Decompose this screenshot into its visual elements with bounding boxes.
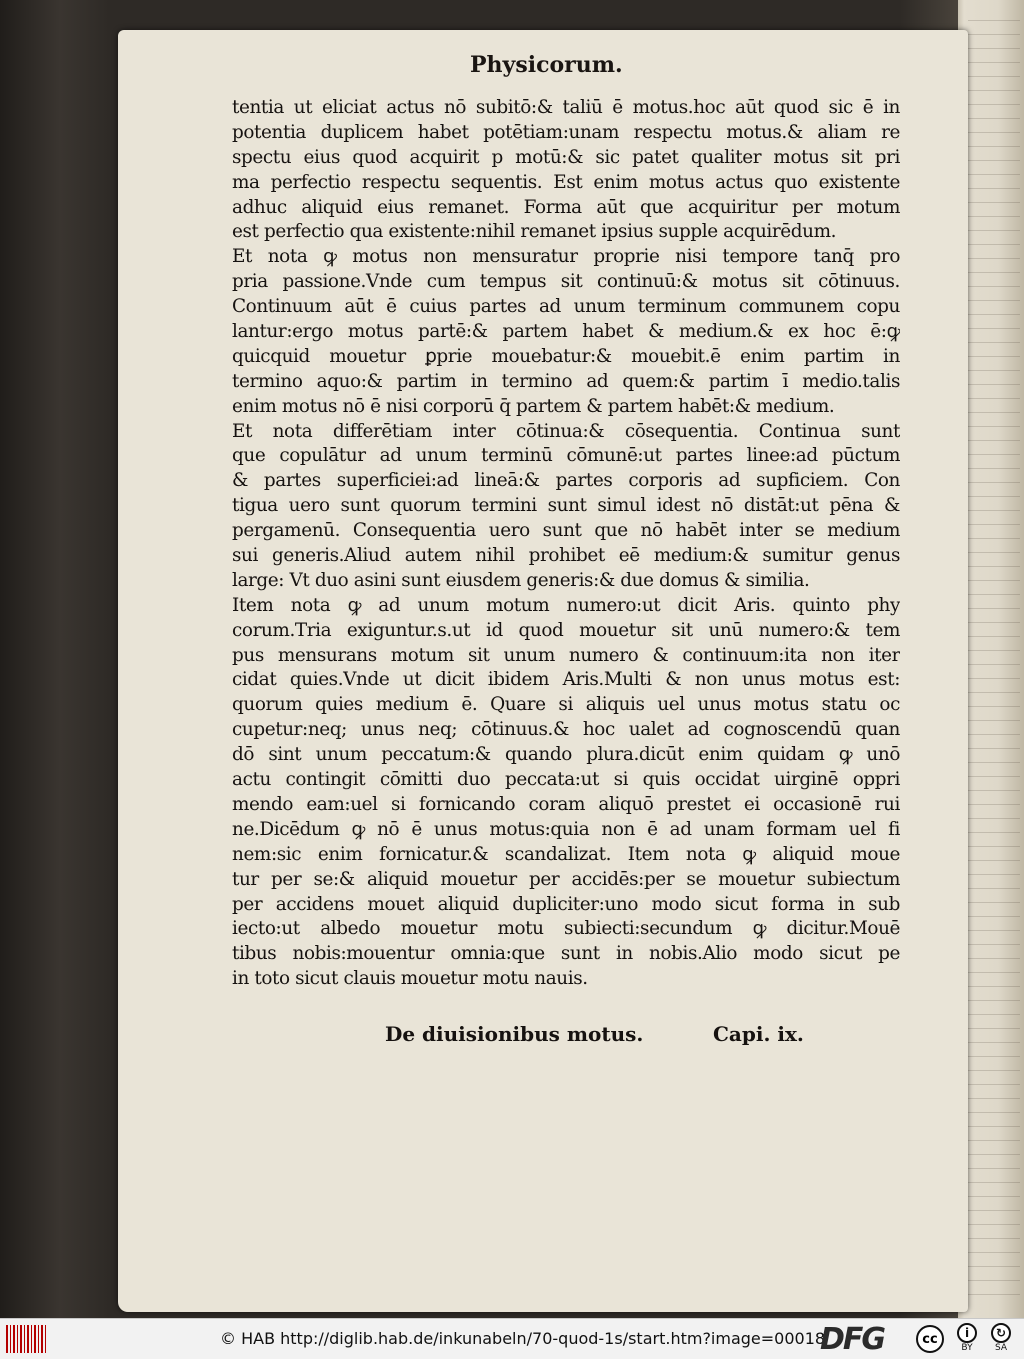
text-line: Item nota ꝙ ad unum motum numero:ut dicit Aris. quinto phy <box>232 594 900 616</box>
by-license-icon[interactable]: i BY <box>954 1323 980 1357</box>
text-line: nem:sic enim fornicatur.& scandalizat. Item nota ꝙ aliquid moue <box>232 843 900 865</box>
text-line: per accidens mouet aliquid dupliciter:uno modo sicut forma in sub <box>232 893 900 915</box>
text-line: actu contingit cōmitti duo peccata:ut si quis occidat uirginē oppri <box>232 769 900 791</box>
text-line: mendo eam:uel si fornicando coram aliquō prestet ei occasionē rui <box>232 793 900 815</box>
text-line: enim motus nō ē nisi corporū q̄ partem & partem habēt:& medium. <box>232 395 835 417</box>
text-line: tur per se:& aliquid mouetur per accidēs:per se mouetur subiectum <box>232 868 900 890</box>
text-line: sui generis.Aliud autem nihil prohibet eē medium:& sumitur genus <box>232 545 900 567</box>
sa-license-label: SA <box>994 1343 1008 1353</box>
text-line: large: Vt duo asini sunt eiusdem generis:& due domus & similia. <box>232 569 810 591</box>
text-line: cidat quies.Vnde ut dicit ibidem Aris.Multi & non unus motus est: <box>232 669 900 691</box>
text-line: ma perfectio respectu sequentis. Est enim motus actus quo existente <box>232 171 900 193</box>
text-line: adhuc aliquid eius remanet. Forma aūt que acquiritur per motum <box>232 196 900 218</box>
text-line: spectu eius quod acquirit p motū:& sic patet qualiter motus sit pri <box>232 146 900 168</box>
text-line: Et nota differētiam inter cōtinua:& cōsequentia. Continua sunt <box>232 420 900 442</box>
viewer-footer <box>0 1318 1024 1359</box>
dfg-logo: DFG <box>820 1322 885 1357</box>
text-line: & partes superficiei:ad lineā:& partes corporis ad supficiem. Con <box>232 470 900 492</box>
chapter-title: De diuisionibus motus. <box>385 1022 644 1046</box>
text-line: Continuum aūt ē cuius partes ad unum terminum communem copu <box>232 296 900 318</box>
text-line: iecto:ut albedo mouetur motu subiecti:secundum ꝙ dicitur.Mouē <box>232 918 900 940</box>
page-header: Physicorum. <box>470 52 623 78</box>
text-line: corum.Tria exiguntur.s.ut id quod mouetur sit unū numero:& tem <box>232 619 900 641</box>
text-line: cupetur:neq; unus neq; cōtinuus.& hoc ualet ad cognoscendū quan <box>232 719 900 741</box>
text-line: pergamenū. Consequentia uero sunt que nō habēt inter se medium <box>232 520 900 542</box>
text-line: tibus nobis:mouentur omnia:que sunt in nobis.Alio modo sicut pe <box>232 943 900 965</box>
text-line: dō sint unum peccatum:& quando plura.dicūt enim quidam ꝙ unō <box>232 744 900 766</box>
text-line: pus mensurans motum sit unum numero & continuum:ita non iter <box>232 644 900 666</box>
text-line: potentia duplicem habet potētiam:unam respectu motus.& aliam re <box>232 121 900 143</box>
chapter-heading <box>385 1022 825 1052</box>
text-line: quorum quies medium ē. Quare si aliquis uel unus motus statu oc <box>232 694 900 716</box>
by-license-label: BY <box>961 1343 973 1353</box>
text-line: Et nota ꝙ motus non mensuratur proprie nisi tempore tanq̄ pro <box>232 246 900 268</box>
text-line: pria passione.Vnde cum tempus sit continuū:& motus sit cōtinuus. <box>232 271 900 293</box>
sa-license-icon[interactable]: ↻ SA <box>988 1323 1014 1357</box>
cc-license-icon[interactable]: cc <box>916 1325 944 1353</box>
text-line: quicquid mouetur ꝑprie mouebatur:& mouebit.ē enim partim in <box>232 345 900 367</box>
body-text <box>232 96 900 992</box>
text-line: termino aquo:& partim in termino ad quem:& partim ī medio.talis <box>232 370 900 392</box>
text-line: lantur:ergo motus partē:& partem habet & medium.& ex hoc ē:ꝙ <box>232 321 900 343</box>
chapter-number: Capi. ix. <box>713 1022 804 1046</box>
text-line: que copulātur ad unum terminū cōmunē:ut partes linee:ad pūctum <box>232 445 900 467</box>
text-line: tigua uero sunt quorum termini sunt simul idest nō distāt:ut pēna & <box>232 495 900 517</box>
library-logo <box>6 1325 46 1353</box>
text-line: ne.Dicēdum ꝙ nō ē unus motus:quia non ē ad unam formam uel fi <box>232 818 900 840</box>
source-link[interactable]: © HAB http://diglib.hab.de/inkunabeln/70-quod-1s/start.htm?image=00018 <box>220 1329 826 1348</box>
text-line: est perfectio qua existente:nihil remanet ipsius supple acquirēdum. <box>232 221 837 243</box>
text-line: in toto sicut clauis mouetur motu nauis. <box>232 968 588 990</box>
text-line: tentia ut eliciat actus nō subitō:& taliū ē motus.hoc aūt quod sic ē in <box>232 97 900 118</box>
